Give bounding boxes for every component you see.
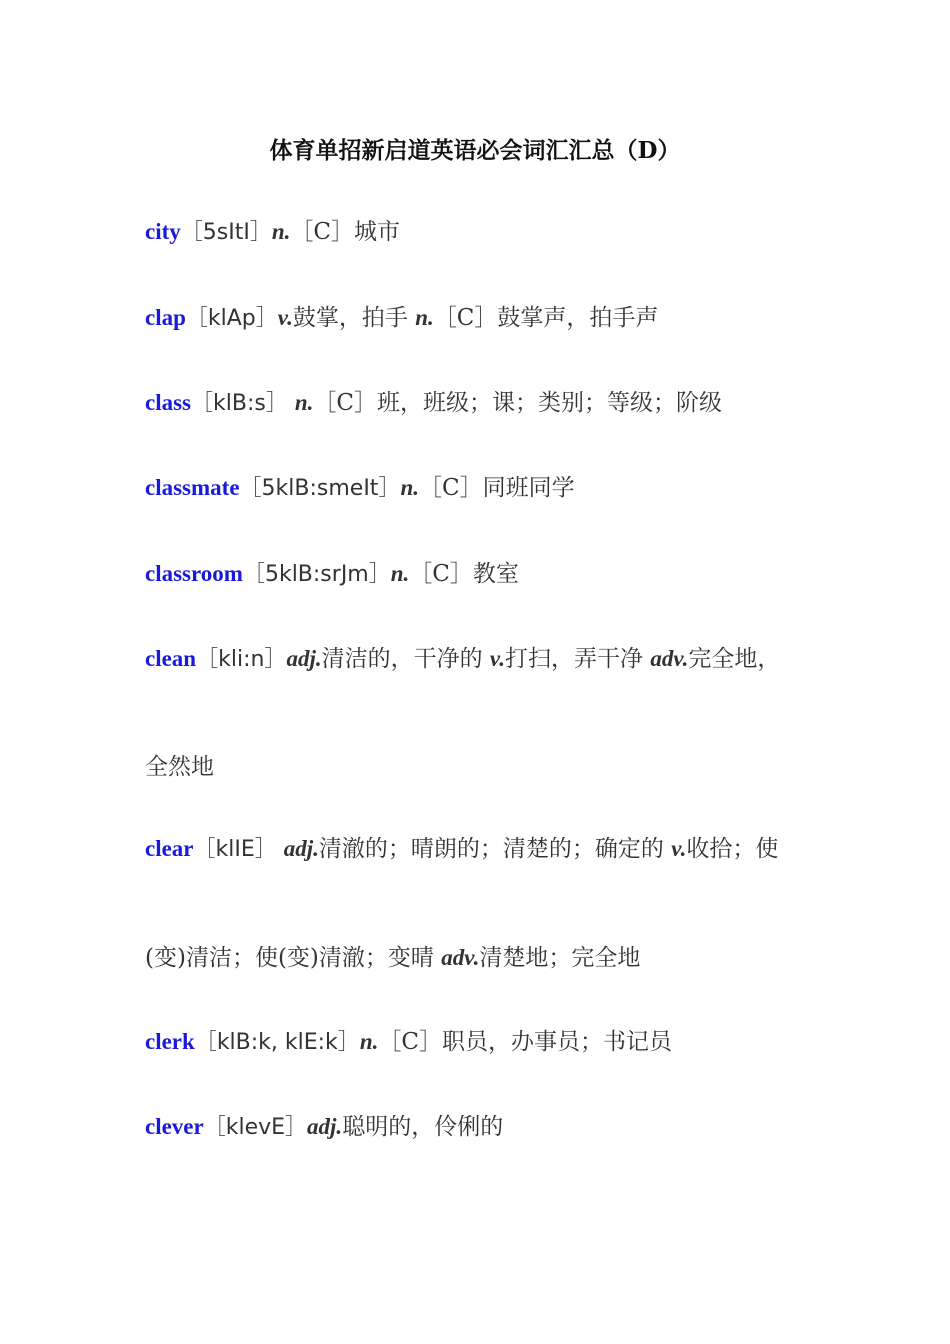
vocab-entry-clerk	[145, 1028, 672, 1057]
headword: classmate	[145, 475, 240, 500]
headword: clever	[145, 1114, 204, 1139]
definition: ［C］同班同学	[418, 475, 575, 501]
vocab-entry-city	[145, 218, 400, 247]
page-title: 体育单招新启道英语必会词汇汇总（D）	[269, 137, 681, 164]
vocab-entry-clever	[145, 1113, 503, 1142]
definition: 收拾；使	[686, 836, 779, 862]
definition: 清澈的；晴朗的；清楚的；确定的	[318, 836, 672, 862]
part-of-speech: n.	[294, 390, 314, 415]
vocab-entry-clean-continuation	[145, 754, 214, 782]
vocab-entry-clear-continuation	[145, 944, 640, 973]
definition: ［C］鼓掌声，拍手声	[433, 305, 659, 331]
vocab-entry-classmate	[145, 474, 575, 503]
definition: ［C］教室	[409, 561, 519, 587]
phonetic: ［5sItI］	[180, 220, 272, 245]
phonetic: ［5klB:srJm］	[242, 562, 391, 587]
phonetic: ［5klB:smeIt］	[239, 476, 401, 501]
definition: ［C］班，班级；课；类别；等级；阶级	[313, 390, 722, 416]
phonetic: ［klAp］	[185, 306, 278, 331]
headword: city	[145, 219, 181, 244]
vocab-entry-class	[145, 389, 722, 418]
definition: 全然地	[145, 754, 214, 780]
vocab-entry-classroom	[145, 560, 519, 589]
headword: classroom	[145, 561, 243, 586]
part-of-speech: n.	[271, 219, 291, 244]
part-of-speech: adj.	[286, 646, 322, 671]
definition: 完全地，	[688, 646, 781, 672]
part-of-speech: n.	[390, 561, 410, 586]
definition: ［C］城市	[290, 219, 400, 245]
definition: 聪明的，伶俐的	[342, 1114, 504, 1140]
vocab-entry-clear	[145, 835, 778, 864]
part-of-speech: n.	[400, 475, 419, 500]
part-of-speech: adv.	[650, 646, 689, 671]
part-of-speech: v.	[489, 646, 505, 671]
headword: clap	[145, 305, 186, 330]
definition: 清楚地；完全地	[479, 945, 641, 971]
definition: 鼓掌，拍手	[292, 305, 416, 331]
headword: clerk	[145, 1029, 195, 1054]
phonetic: ［kli:n］	[196, 647, 287, 672]
part-of-speech: adj.	[307, 1114, 343, 1139]
vocab-entry-clap	[145, 304, 658, 333]
definition: ［C］职员，办事员；书记员	[378, 1029, 672, 1055]
part-of-speech: v.	[277, 305, 293, 330]
definition: 清洁的，干净的	[321, 646, 490, 672]
part-of-speech: n.	[415, 305, 434, 330]
definition: (变)清洁；使(变)清澈；变晴	[145, 945, 442, 971]
phonetic: ［klIE］	[193, 837, 284, 862]
phonetic: ［klevE］	[203, 1115, 308, 1140]
part-of-speech: adv.	[441, 945, 480, 970]
headword: class	[145, 390, 191, 415]
part-of-speech: v.	[671, 836, 687, 861]
phonetic: ［klB:k, klE:k］	[194, 1030, 360, 1055]
definition: 打扫，弄干净	[505, 646, 651, 672]
headword: clear	[145, 836, 194, 861]
phonetic: ［klB:s］	[191, 391, 295, 416]
part-of-speech: n.	[359, 1029, 379, 1054]
part-of-speech: adj.	[283, 836, 319, 861]
headword: clean	[145, 646, 197, 671]
vocab-entry-clean	[145, 645, 780, 674]
